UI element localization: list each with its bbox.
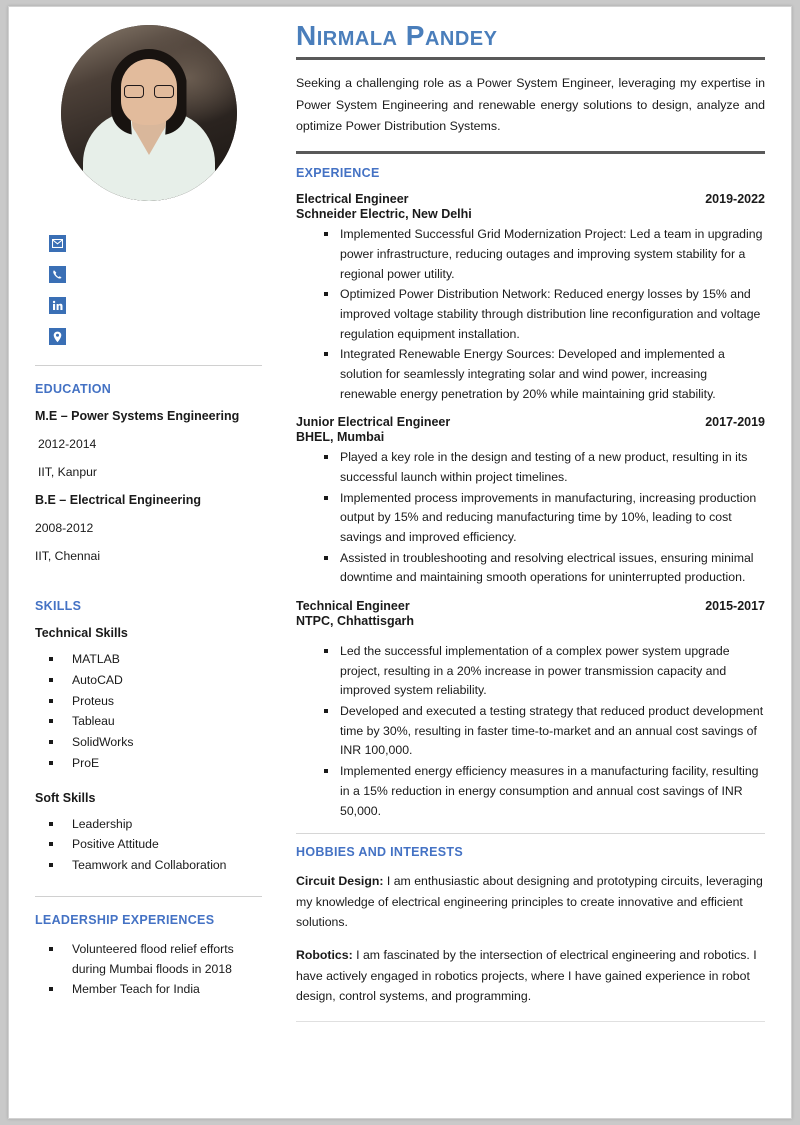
education-degree: M.E – Power Systems Engineering (35, 409, 240, 423)
hobby-item (296, 871, 765, 932)
job-header (296, 415, 765, 429)
job-bullets (324, 225, 765, 404)
list-item: Optimized Power Distribution Network: Reduced energy losses by 15% and improved voltage stability through distribution line reconfiguration and voltage regulation equipment installation. (324, 285, 765, 344)
list-item: Volunteered flood relief efforts during Mumbai floods in 2018 (49, 940, 262, 980)
list-item: SolidWorks (49, 733, 262, 753)
education-school: IIT, Kanpur (38, 465, 97, 479)
hobby-label: Robotics: (296, 948, 353, 963)
job-title: Technical Engineer (296, 599, 410, 614)
list-item: Implemented process improvements in manufacturing, increasing production output by 15% and reducing manufacturing time by 10%, leading to cost savings and improved efficiency. (324, 489, 765, 548)
hobbies-heading: HOBBIES AND INTERESTS (296, 845, 463, 860)
leadership-heading: LEADERSHIP EXPERIENCES (35, 912, 215, 927)
education-school: IIT, Chennai (35, 549, 101, 563)
glasses-icon (124, 85, 174, 98)
job-bullets (324, 642, 765, 821)
education-section (35, 382, 262, 563)
technical-skills-list (49, 650, 262, 774)
list-item: MATLAB (49, 650, 262, 670)
list-item: AutoCAD (49, 671, 262, 691)
list-item: Positive Attitude (49, 835, 262, 855)
education-entry (35, 409, 262, 479)
footer-rule (296, 1021, 765, 1022)
leadership-list (49, 940, 262, 1000)
job-bullets (324, 448, 765, 588)
hobby-item (296, 945, 765, 1006)
job-company: Schneider Electric, New Delhi (296, 207, 472, 222)
list-item: Assisted in troubleshooting and resolving electrical issues, ensuring minimal downtime and maintaining smooth operations for uninterrupted production. (324, 549, 765, 588)
list-item: Teamwork and Collaboration (49, 856, 262, 876)
sidebar (35, 21, 278, 1108)
contact-row-email[interactable] (49, 235, 262, 252)
page-title: Nirmala Pandey (296, 20, 498, 51)
skills-section (35, 599, 262, 876)
list-item: Integrated Renewable Energy Sources: Developed and implemented a solution for seamlessly integrating solar and wind power, increasing renewable energy penetration by 20% while maintaining grid stability. (324, 345, 765, 404)
contact-row-linkedin[interactable] (49, 297, 262, 314)
education-years: 2008-2012 (35, 521, 94, 535)
profile-photo (61, 25, 237, 201)
job-company: BHEL, Mumbai (296, 430, 385, 445)
soft-skills-label: Soft Skills (35, 790, 96, 805)
main-column (278, 21, 765, 1108)
list-item: Implemented Successful Grid Modernization Project: Led a team in upgrading power infrastructure, reducing outages and improving system stability for a regional power utility. (324, 225, 765, 284)
hobby-label: Circuit Design: (296, 874, 384, 889)
job-header (296, 599, 765, 613)
header-rule-bottom (296, 151, 765, 154)
sidebar-divider-leadership (35, 896, 262, 897)
hobby-text: I am fascinated by the intersection of electrical engineering and robotics. I have actively engaged in robotics projects, where I have gained experience in robot design, control systems, and programming. (296, 948, 757, 1004)
job-title: Junior Electrical Engineer (296, 415, 451, 430)
header-rule-top (296, 57, 765, 60)
job-header (296, 192, 765, 206)
list-item: ProE (49, 754, 262, 774)
contact-icons (49, 235, 262, 345)
job-dates: 2017-2019 (705, 415, 765, 430)
hobby-text: I am enthusiastic about designing and prototyping circuits, leveraging my knowledge of electrical engineering principles to create innovative and efficient solutions. (296, 874, 763, 929)
experience-heading: EXPERIENCE (296, 166, 380, 181)
technical-skills-label: Technical Skills (35, 626, 128, 640)
list-item: Proteus (49, 692, 262, 712)
sidebar-divider-education (35, 365, 262, 366)
contact-row-location[interactable] (49, 328, 262, 345)
list-item: Member Teach for India (49, 980, 262, 1000)
experience-entry (296, 599, 765, 821)
job-dates: 2019-2022 (705, 192, 765, 207)
phone-icon[interactable] (49, 266, 66, 283)
email-icon[interactable] (49, 235, 66, 252)
hobbies-divider (296, 833, 765, 834)
resume-page (8, 6, 792, 1119)
list-item: Played a key role in the design and testing of a new product, resulting in its successful launch within project timelines. (324, 448, 765, 487)
linkedin-icon[interactable] (49, 297, 66, 314)
leadership-section (35, 913, 262, 1000)
job-company: NTPC, Chhattisgarh (296, 614, 415, 629)
contact-row-phone[interactable] (49, 266, 262, 283)
education-years: 2012-2014 (38, 437, 97, 451)
list-item: Developed and executed a testing strategy that reduced product development time by 30%, resulting in faster time-to-market and an annual cost savings of INR 100,000. (324, 702, 765, 761)
skills-heading: SKILLS (35, 599, 82, 613)
education-heading: EDUCATION (35, 382, 112, 396)
list-item: Led the successful implementation of a complex power system upgrade project, resulting in a 20% increase in power transmission capacity and improved system reliability. (324, 642, 765, 701)
job-dates: 2015-2017 (705, 599, 765, 614)
list-item: Tableau (49, 712, 262, 732)
location-icon[interactable] (49, 328, 66, 345)
experience-entry (296, 192, 765, 404)
list-item: Implemented energy efficiency measures in a manufacturing facility, resulting in a 15% reduction in energy consumption and annual cost savings of INR 50,000. (324, 762, 765, 821)
soft-skills-list (49, 815, 262, 876)
profile-summary: Seeking a challenging role as a Power System Engineer, leveraging my expertise in Power System Engineering and renewable energy solutions to design, analyze and optimize Power Distribution Systems. (296, 76, 765, 134)
education-degree: B.E – Electrical Engineering (35, 493, 202, 507)
list-item: Leadership (49, 815, 262, 835)
experience-entry (296, 415, 765, 588)
education-entry (35, 493, 262, 563)
job-title: Electrical Engineer (296, 192, 409, 207)
